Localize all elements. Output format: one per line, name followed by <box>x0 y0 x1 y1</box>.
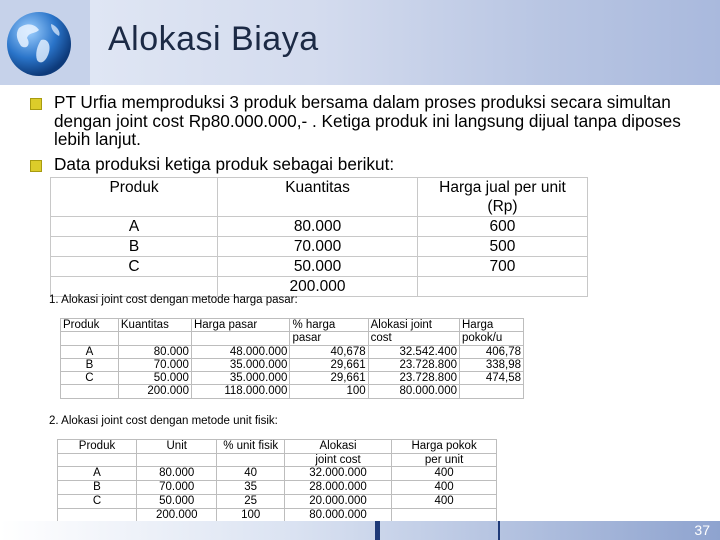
physical-unit-allocation-table <box>57 439 497 522</box>
table-header: Unit <box>137 440 217 454</box>
table-cell: 474,58 <box>460 372 524 385</box>
table-cell: 500 <box>417 237 587 257</box>
table-total: 100 <box>217 508 284 522</box>
table-cell: 80.000 <box>218 217 418 237</box>
slide-footer <box>0 521 720 540</box>
logo-panel <box>0 0 90 85</box>
table-cell: A <box>51 217 218 237</box>
table-cell: 70.000 <box>218 237 418 257</box>
table-cell: 338,98 <box>460 358 524 371</box>
table-total: 200.000 <box>118 385 191 398</box>
table-cell: 32.542.400 <box>368 345 459 358</box>
slide-title: Alokasi Biaya <box>108 20 319 58</box>
table-header: pasar <box>290 332 368 345</box>
table-cell: 29,661 <box>290 372 368 385</box>
table-total: 100 <box>290 385 368 398</box>
footer-divider <box>375 521 380 540</box>
table-cell: 600 <box>417 217 587 237</box>
table-header: % unit fisik <box>217 440 284 454</box>
table-cell: 35.000.000 <box>191 372 289 385</box>
table-cell: 28.000.000 <box>284 481 391 495</box>
table-header: Alokasi joint <box>368 319 459 332</box>
table-cell: B <box>61 358 119 371</box>
table-cell: 40,678 <box>290 345 368 358</box>
table-cell: 406,78 <box>460 345 524 358</box>
production-data-table <box>50 177 588 297</box>
table-header: Produk <box>58 440 137 454</box>
table-header: Harga <box>460 319 524 332</box>
table-cell: B <box>51 237 218 257</box>
table-header: (Rp) <box>417 197 587 217</box>
table-header: Produk <box>61 319 119 332</box>
table-cell: C <box>51 257 218 277</box>
table-total: 200.000 <box>137 508 217 522</box>
table-total: 200.000 <box>218 277 418 297</box>
table-cell: 35 <box>217 481 284 495</box>
table-cell: 70.000 <box>118 358 191 371</box>
table-total: 80.000.000 <box>368 385 459 398</box>
table-total: 118.000.000 <box>191 385 289 398</box>
table-header: joint cost <box>284 453 391 467</box>
table-cell: 20.000.000 <box>284 494 391 508</box>
table-cell: A <box>61 345 119 358</box>
table-header: Harga pokok <box>392 440 497 454</box>
table-total: 80.000.000 <box>284 508 391 522</box>
table-cell: 35.000.000 <box>191 358 289 371</box>
market-price-allocation-table <box>60 318 524 399</box>
table-cell: C <box>58 494 137 508</box>
table-header: % harga <box>290 319 368 332</box>
table-header: cost <box>368 332 459 345</box>
table-cell: 50.000 <box>118 372 191 385</box>
table-cell: 400 <box>392 467 497 481</box>
table-cell: 32.000.000 <box>284 467 391 481</box>
table-header: Alokasi <box>284 440 391 454</box>
table-cell: 23.728.800 <box>368 358 459 371</box>
table-cell: B <box>58 481 137 495</box>
table-cell: C <box>61 372 119 385</box>
table-cell: 29,661 <box>290 358 368 371</box>
table-cell: 50.000 <box>218 257 418 277</box>
table-header: Kuantitas <box>118 319 191 332</box>
bullet-text: PT Urfia memproduksi 3 produk bersama dalam proses produksi secara simultan dengan joint cost Rp80.000.000,- . Ketiga produk ini langsung dijual tanpa diposes lebih lanjut. <box>54 92 681 149</box>
section-caption: 2. Alokasi joint cost dengan metode unit fisik: <box>49 415 278 427</box>
table-cell: 70.000 <box>137 481 217 495</box>
table-cell: 50.000 <box>137 494 217 508</box>
table-cell: A <box>58 467 137 481</box>
table-cell: 23.728.800 <box>368 372 459 385</box>
table-cell: 400 <box>392 481 497 495</box>
table-header: Harga pasar <box>191 319 289 332</box>
bullet-marker <box>30 98 42 110</box>
table-header: pokok/u <box>460 332 524 345</box>
bullet-text: Data produksi ketiga produk sebagai berikut: <box>54 154 395 174</box>
page-number: 37 <box>694 522 710 538</box>
footer-divider <box>498 521 500 540</box>
table-header: per unit <box>392 453 497 467</box>
table-cell: 80.000 <box>137 467 217 481</box>
table-cell: 48.000.000 <box>191 345 289 358</box>
bullet-marker <box>30 160 42 172</box>
table-cell: 80.000 <box>118 345 191 358</box>
section-caption: 1. Alokasi joint cost dengan metode harga pasar: <box>49 294 298 306</box>
table-cell: 40 <box>217 467 284 481</box>
table-header: Harga jual per unit <box>417 178 587 198</box>
table-header: Kuantitas <box>218 178 418 198</box>
table-cell: 400 <box>392 494 497 508</box>
table-cell: 25 <box>217 494 284 508</box>
table-cell: 700 <box>417 257 587 277</box>
table-header: Produk <box>51 178 218 198</box>
globe-icon <box>5 10 73 78</box>
